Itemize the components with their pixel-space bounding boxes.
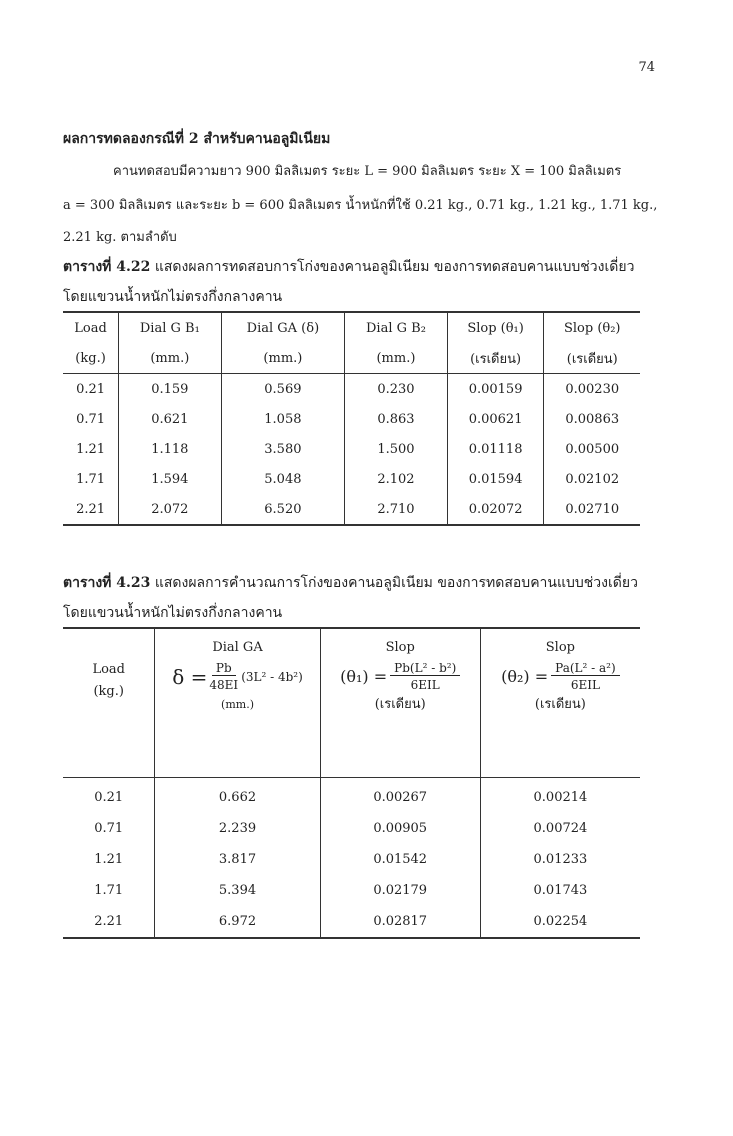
- table1-unit-load: (kg.): [63, 343, 119, 374]
- table-cell: 1.21: [76, 441, 106, 457]
- table-cell: 0.02179: [320, 875, 480, 906]
- table-cell: 0.21: [76, 381, 106, 397]
- table-cell: 1.21: [94, 852, 124, 867]
- table-cell: 0.02710: [544, 494, 640, 525]
- table-cell: 3.817: [155, 844, 320, 875]
- table-cell: 1.118: [119, 434, 221, 464]
- table-cell: 0.21: [94, 790, 124, 805]
- table-cell: 1.71: [76, 471, 106, 487]
- table1-deflection-test: [63, 311, 640, 526]
- paragraph-line-3: 2.21 kg. ตามลำดับ: [63, 230, 177, 245]
- table-cell: 0.00621: [447, 404, 544, 434]
- formula-paren: (3L² - 4b²): [241, 669, 303, 684]
- table-cell: 1.71: [94, 883, 124, 898]
- table1-caption: [63, 256, 634, 278]
- table-cell: 0.569: [221, 374, 345, 405]
- table-cell: 0.01118: [447, 434, 544, 464]
- table2-formula-theta1: [321, 661, 480, 692]
- table-cell: 2.21: [63, 494, 119, 525]
- table-row: [63, 404, 640, 434]
- table-cell: 1.594: [119, 464, 221, 494]
- table-cell: 0.01233: [480, 844, 640, 875]
- formula-fraction: [551, 661, 619, 692]
- paragraph-line-1: คานทดสอบมีความยาว 900 มิลลิเมตร ระยะ L = 900 มิลลิเมตร ระยะ X = 100 มิลลิเมตร: [113, 164, 622, 179]
- table-cell: 0.01594: [447, 464, 544, 494]
- table1-header-slop-theta1: Slop (θ₁): [447, 312, 544, 343]
- formula-fraction: [209, 661, 238, 692]
- table1-unit-row: [63, 343, 640, 374]
- table2-header-dial-ga: [155, 628, 320, 778]
- table1-caption-line2: โดยแขวนน้ำหนักไม่ตรงกึ่งกลางคาน: [63, 289, 283, 305]
- table-cell: 3.580: [221, 434, 345, 464]
- table-cell: 0.00863: [544, 404, 640, 434]
- table-cell: 0.00230: [544, 374, 640, 405]
- table1-header-dial-gb2: Dial G B₂: [345, 312, 447, 343]
- table-row: [63, 844, 640, 875]
- table2-header-row: [63, 628, 640, 778]
- table-row: [63, 434, 640, 464]
- table2-header-slop2-unit: (เรเดียน): [534, 697, 586, 712]
- table-cell: 2.102: [345, 464, 447, 494]
- table-row: [63, 464, 640, 494]
- table-cell: 0.621: [119, 404, 221, 434]
- table2-deflection-calculation: [63, 627, 640, 939]
- paragraph-line-2: a = 300 มิลลิเมตร และระยะ b = 600 มิลลิเมตร น้ำหนักที่ใช้ 0.21 kg., 0.71 kg., 1.21 kg., 1.71 kg.,: [63, 198, 658, 213]
- table1-header-load: Load: [63, 312, 119, 343]
- table2-header-dial-ga-unit: (mm.): [221, 698, 254, 711]
- table2-caption-label: ตารางที่ 4.23: [63, 575, 151, 591]
- table2-header-slop2-title: Slop: [545, 640, 575, 655]
- table-cell: 0.00500: [544, 434, 640, 464]
- table-cell: 0.00214: [480, 778, 640, 814]
- formula-numerator: Pa(L² - a²): [551, 661, 619, 676]
- table-cell: 2.21: [63, 906, 155, 938]
- formula-numerator: Pb(L² - b²): [390, 661, 460, 676]
- formula-numerator: Pb: [212, 661, 236, 676]
- table2-formula-theta2: [481, 661, 640, 692]
- table-row: [63, 875, 640, 906]
- table2-header-slop1-title: Slop: [385, 640, 415, 655]
- table2-caption-text: แสดงผลการคำนวณการโก่งของคานอลูมิเนียม ของการทดสอบคานแบบช่วงเดี่ยว: [150, 575, 638, 591]
- table-cell: 2.072: [119, 494, 221, 525]
- table-cell: 6.972: [155, 906, 320, 938]
- table-cell: 0.01542: [320, 844, 480, 875]
- table2-caption: [63, 572, 638, 594]
- table-cell: 0.00905: [320, 813, 480, 844]
- table1-header-dial-ga: Dial GA (δ): [221, 312, 345, 343]
- table-row: [63, 494, 640, 525]
- table-cell: 5.394: [155, 875, 320, 906]
- table-cell: 0.02072: [447, 494, 544, 525]
- table-cell: 0.02817: [320, 906, 480, 938]
- table-row: [63, 813, 640, 844]
- table-cell: 5.048: [221, 464, 345, 494]
- table2-header-slop1-unit: (เรเดียน): [374, 697, 426, 712]
- table-cell: 0.02102: [544, 464, 640, 494]
- table-cell: 6.520: [221, 494, 345, 525]
- table1-caption-label: ตารางที่ 4.22: [63, 259, 151, 275]
- table1-caption-text: แสดงผลการทดสอบการโก่งของคานอลูมิเนียม ของการทดสอบคานแบบช่วงเดี่ยว: [150, 259, 635, 275]
- table2-header-slop-theta1: [320, 628, 480, 778]
- table-cell: 0.00724: [480, 813, 640, 844]
- table-cell: 0.71: [76, 411, 106, 427]
- table2-header-dial-ga-title: Dial GA: [212, 640, 263, 655]
- section-heading: ผลการทดลองกรณีที่ 2 สำหรับคานอลูมิเนียม: [63, 131, 331, 147]
- formula-fraction: [390, 661, 460, 692]
- table-cell: 0.00159: [447, 374, 544, 405]
- table-cell: 2.239: [155, 813, 320, 844]
- table-cell: 1.058: [221, 404, 345, 434]
- table-cell: 0.662: [155, 778, 320, 814]
- page-number: 74: [638, 60, 655, 75]
- table1-header-slop-theta2: Slop (θ₂): [544, 312, 640, 343]
- table-cell: 2.710: [345, 494, 447, 525]
- table2-header-load-title: Load: [92, 662, 125, 677]
- table-row: [63, 906, 640, 938]
- table1-unit-dial-gb1: (mm.): [119, 343, 221, 374]
- table-cell: 0.863: [345, 404, 447, 434]
- formula-denominator: 48EI: [209, 678, 239, 692]
- table-cell: 0.230: [345, 374, 447, 405]
- table1-unit-slop-theta1: (เรเดียน): [447, 343, 544, 374]
- table2-header-load: [63, 628, 155, 778]
- formula-denominator: 6EIL: [410, 678, 440, 692]
- table1-header-dial-gb1: Dial G B₁: [119, 312, 221, 343]
- table-row: [63, 374, 640, 405]
- table2-header-slop-theta2: [480, 628, 640, 778]
- table-row: [63, 778, 640, 814]
- table-cell: 1.500: [345, 434, 447, 464]
- formula-denominator: 6EIL: [570, 678, 600, 692]
- formula-lhs: (θ₁) =: [340, 667, 388, 686]
- table2-caption-line2: โดยแขวนน้ำหนักไม่ตรงกึ่งกลางคาน: [63, 605, 283, 621]
- formula-lhs: (θ₂) =: [501, 667, 549, 686]
- formula-lhs: δ =: [172, 664, 208, 689]
- table-cell: 0.159: [119, 374, 221, 405]
- table1-unit-dial-ga: (mm.): [221, 343, 345, 374]
- table-cell: 0.71: [94, 821, 124, 836]
- table1-unit-dial-gb2: (mm.): [345, 343, 447, 374]
- table2-header-load-unit: (kg.): [93, 684, 124, 699]
- table1-header-row: [63, 312, 640, 343]
- table-cell: 0.02254: [480, 906, 640, 938]
- table-cell: 0.00267: [320, 778, 480, 814]
- table-cell: 0.01743: [480, 875, 640, 906]
- table1-unit-slop-theta2: (เรเดียน): [544, 343, 640, 374]
- table2-formula-delta: [155, 661, 319, 692]
